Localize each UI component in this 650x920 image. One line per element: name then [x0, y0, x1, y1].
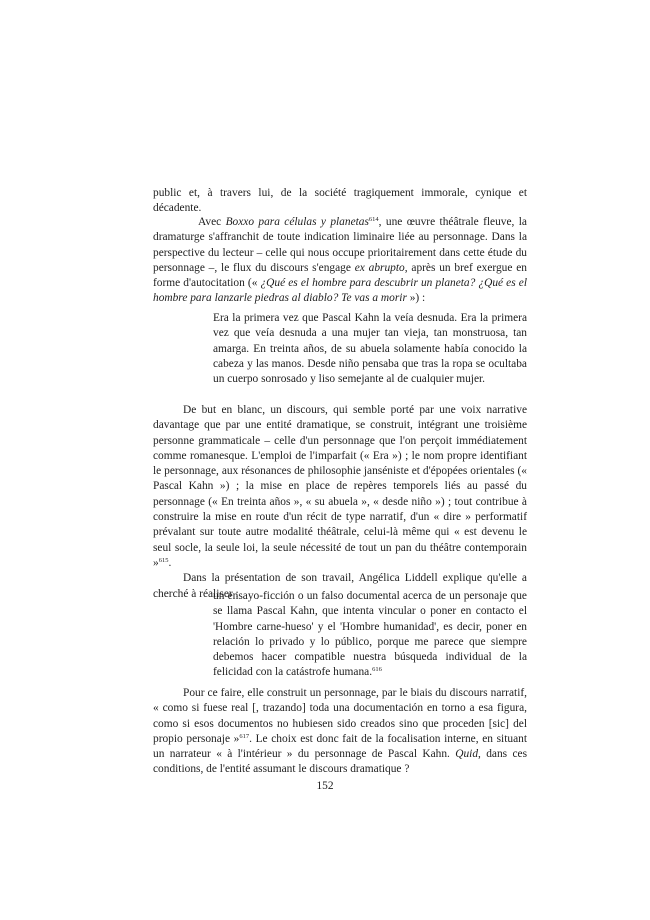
paragraph-text: . Le choix est donc fait de la focalisation interne, en situant un narrateur « à l'intérieur » du personnage de Pascal Kahn. [153, 732, 527, 761]
footnote-ref[interactable]: 614 [368, 216, 379, 223]
paragraph-text: ») : [406, 292, 426, 305]
paragraph-text: Pour ce faire, elle construit un personnage, par le biais du discours narratif, « como si fuese real [, trazando] toda una documentación en torno a esa figura, como si esos documentos no hubiesen sido creados sino que proceden [sic] del propio personaje » [153, 687, 527, 745]
paragraph-text: Avec [198, 216, 226, 228]
paragraph-text: Dans la présentation de son travail, Angélica Liddell explique qu'elle a cherché à réaliser : [153, 572, 527, 600]
footnote-ref[interactable]: 617 [239, 732, 250, 740]
quote-text: Era la primera vez que Pascal Kahn la veía desnuda. Era la primera vez que veía desnuda a una mujer tan vieja, tan monstruosa, tan amarga. En treinta años, de su abuela solamente había conocido la cabeza y las manos. Desde niño pensaba que tras la ropa se ocultaba un cuerpo sonrosado y liso semejante al de cualquier mujer. [213, 312, 527, 386]
paragraph-text: , après un bref exergue en forme d'autocitation (« [153, 261, 527, 290]
paragraph-text: De but en blanc, un discours, qui semble porté par une voix narrative davantage que par une entité dramatique, se construit, intégrant une troisième personne grammaticale – celle d'un personnage que l'on perçoit immédiatement comme romanesque. L'emploi de l'imparfait (« Era ») ; le nom propre identifiant le personnage, aux résonances de philosophie janséniste et d'épopées orientales (« Pascal Kahn ») ; la mise en place de repères temporels liés au passé du personnage (« En treinta años », « su abuela », « desde niño ») ; tout contribue à construire la mise en route d'un récit de type narratif, d'un « dire » performatif prévalant sur toute autre modalité théâtrale, celui-là même qui « est devenu le seul socle, la seule loi, la seule nécessité de tout un pan du théâtre contemporain » [153, 404, 527, 569]
footnote-ref[interactable]: 615 [158, 556, 169, 564]
footnote-ref[interactable]: 616 [372, 666, 382, 674]
paragraph-text: public et, à travers lui, de la société tragiquement immorale, cynique et décadente. [153, 187, 527, 215]
paragraph-text: , une œuvre théâtrale fleuve, la dramaturge s'affranchit de toute indication liminaire liée au personnage. Dans la perspective du lecteur – celle qui nous occupe prioritairement dans cette étude du personnage –, le flux du discours s'engage [153, 216, 527, 274]
paragraph-continuation [153, 186, 527, 217]
italic-word: Quid [455, 748, 479, 761]
paragraph-analysis [153, 403, 527, 602]
paragraph-text: , dans ces conditions, de l'entité assumant le discours dramatique ? [153, 748, 528, 776]
epigraph-quote: ¿Qué es el hombre para descubrir un planeta? ¿Qué es el hombre para lanzarle piedras al diablo? Te vas a morir [153, 277, 527, 305]
paragraph-text: . [168, 556, 172, 569]
paragraph-boxxo [153, 215, 527, 307]
italic-phrase: ex abrupto [354, 261, 405, 274]
block-quote-2 [213, 589, 527, 681]
quote-text: un ensayo-ficción o un falso documental acerca de un personaje que se llama Pascal Kahn, que intenta vincular o poner en contacto el 'Hombre carne-hueso' y el 'Hombre humanidad', es decir, poner en relación lo privado y lo público, porque me parece que siempre debemos hacer compatible nuestra búsqueda individual de la felicidad con la catástrofe humana. [213, 590, 527, 679]
block-quote-1 [213, 311, 527, 387]
work-title: Boxxo para células y planetas [225, 216, 369, 228]
paragraph-focalisation [153, 686, 527, 778]
page-number: 152 [316, 780, 334, 792]
